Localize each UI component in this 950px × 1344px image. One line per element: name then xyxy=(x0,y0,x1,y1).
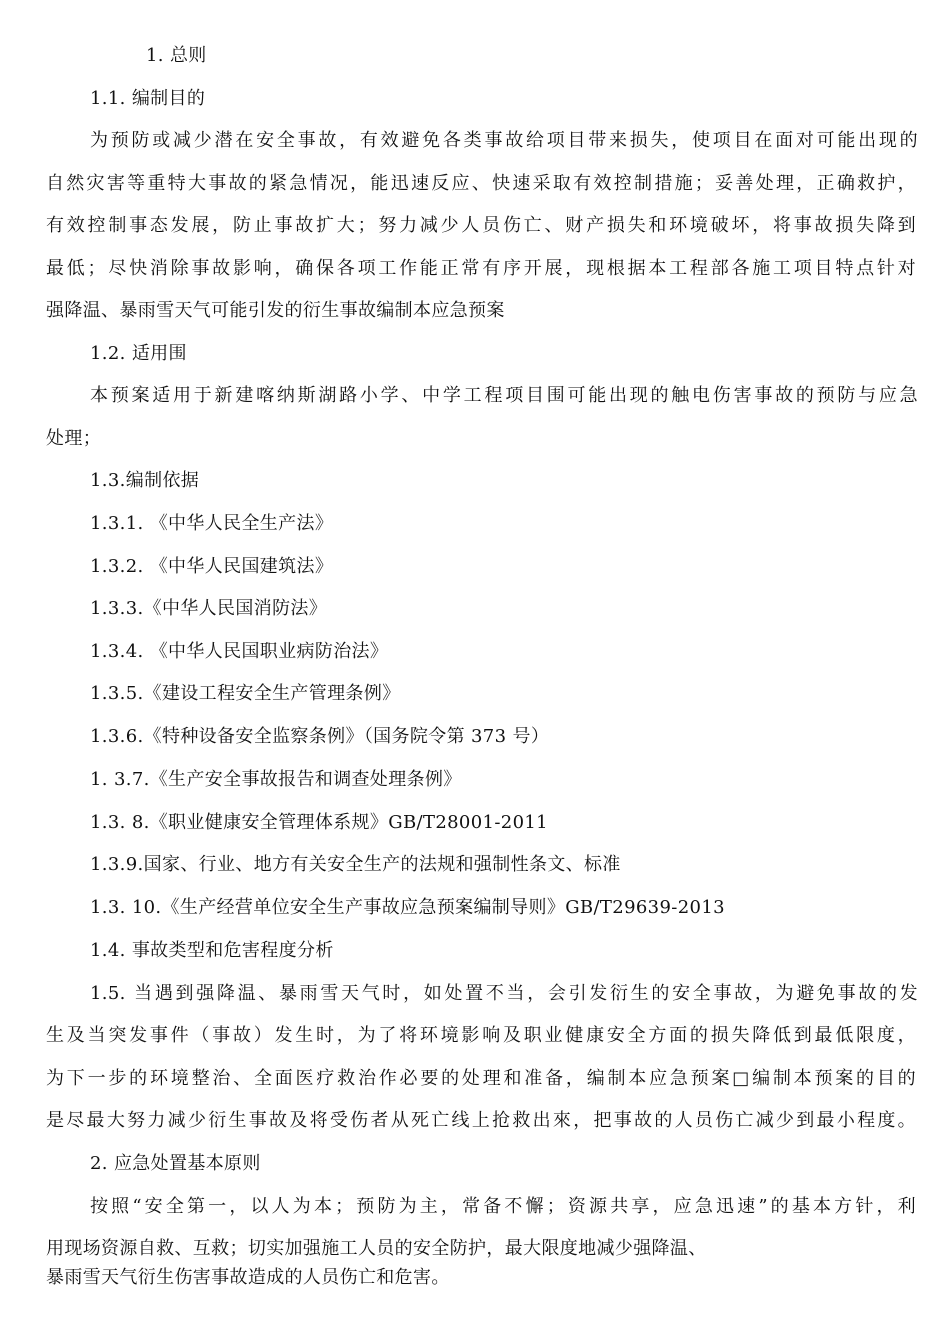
paragraph-line: 为下一步的环境整治、全面医疗救治作必要的处理和准备，编制本应急预案□编制本预案的目的 xyxy=(46,1068,916,1089)
paragraph-line: 1.5. 当遇到强降温、暴雨雪天气时，如处置不当，会引发衍生的安全事故，为避免事故的发 xyxy=(90,983,918,1004)
basis-item: 1.3. 10.《生产经营单位安全生产事故应急预案编制导则》GB/T29639-2013 xyxy=(90,897,725,918)
paragraph-line: 按照“安全第一，以人为本；预防为主，常备不懈；资源共享，应急迅速”的基本方针，利 xyxy=(90,1196,916,1217)
heading-accident-analysis: 1.4. 事故类型和危害程度分析 xyxy=(90,940,334,961)
paragraph-line: 自然灾害等重特大事故的紧急情况，能迅速反应、快速采取有效控制措施；妥善处理，正确救护， xyxy=(46,173,916,194)
paragraph-line: 用现场资源自救、互救；切实加强施工人员的安全防护，最大限度地减少强降温、 xyxy=(46,1238,707,1259)
paragraph-line: 最低；尽快消除事故影响，确保各项工作能正常有序开展，现根据本工程部各施工项目特点针对 xyxy=(46,258,916,279)
basis-item: 1.3.4. 《中华人民国职业病防治法》 xyxy=(90,641,389,662)
basis-item: 1.3.2. 《中华人民国建筑法》 xyxy=(90,556,334,577)
basis-item: 1.3.3.《中华人民国消防法》 xyxy=(90,598,328,619)
paragraph-line: 强降温、暴雨雪天气可能引发的衍生事故编制本应急预案 xyxy=(46,300,505,321)
basis-item: 1.3.6.《特种设备安全监察条例》（国务院令第 373 号） xyxy=(90,726,550,747)
paragraph-line: 生及当突发事件（事故）发生时，为了将环境影响及职业健康安全方面的损失降低到最低限度， xyxy=(46,1025,916,1046)
basis-item: 1.3.1. 《中华人民全生产法》 xyxy=(90,513,334,534)
heading-scope: 1.2. 适用围 xyxy=(90,343,187,364)
basis-item: 1. 3.7.《生产安全事故报告和调查处理条例》 xyxy=(90,769,462,790)
basis-item: 1.3.9.国家、行业、地方有关安全生产的法规和强制性条文、标准 xyxy=(90,854,621,875)
heading-purpose: 1.1. 编制目的 xyxy=(90,88,206,109)
basis-item: 1.3.5.《建设工程安全生产管理条例》 xyxy=(90,683,401,704)
paragraph-line: 本预案适用于新建喀纳斯湖路小学、中学工程项目围可能出现的触电伤害事故的预防与应急 xyxy=(90,385,918,406)
paragraph-line: 暴雨雪天气衍生伤害事故造成的人员伤亡和危害。 xyxy=(46,1267,450,1288)
heading-general: 1. 总则 xyxy=(146,45,207,66)
paragraph-line: 有效控制事态发展，防止事故扩大；努力减少人员伤亡、财产损失和环境破坏，将事故损失降到 xyxy=(46,215,916,236)
paragraph-line: 处理； xyxy=(46,428,102,449)
paragraph-line: 是尽最大努力减少衍生事故及将受伤者从死亡线上抢救出來，把事故的人员伤亡减少到最小程度。 xyxy=(46,1110,916,1131)
heading-principles: 2. 应急处置基本原则 xyxy=(90,1153,261,1174)
basis-item: 1.3. 8.《职业健康安全管理体系规》GB/T28001-2011 xyxy=(90,812,548,833)
heading-basis: 1.3.编制依据 xyxy=(90,470,200,491)
paragraph-line: 为预防或减少潜在安全事故，有效避免各类事故给项目带来损失，使项目在面对可能出现的 xyxy=(90,130,918,151)
